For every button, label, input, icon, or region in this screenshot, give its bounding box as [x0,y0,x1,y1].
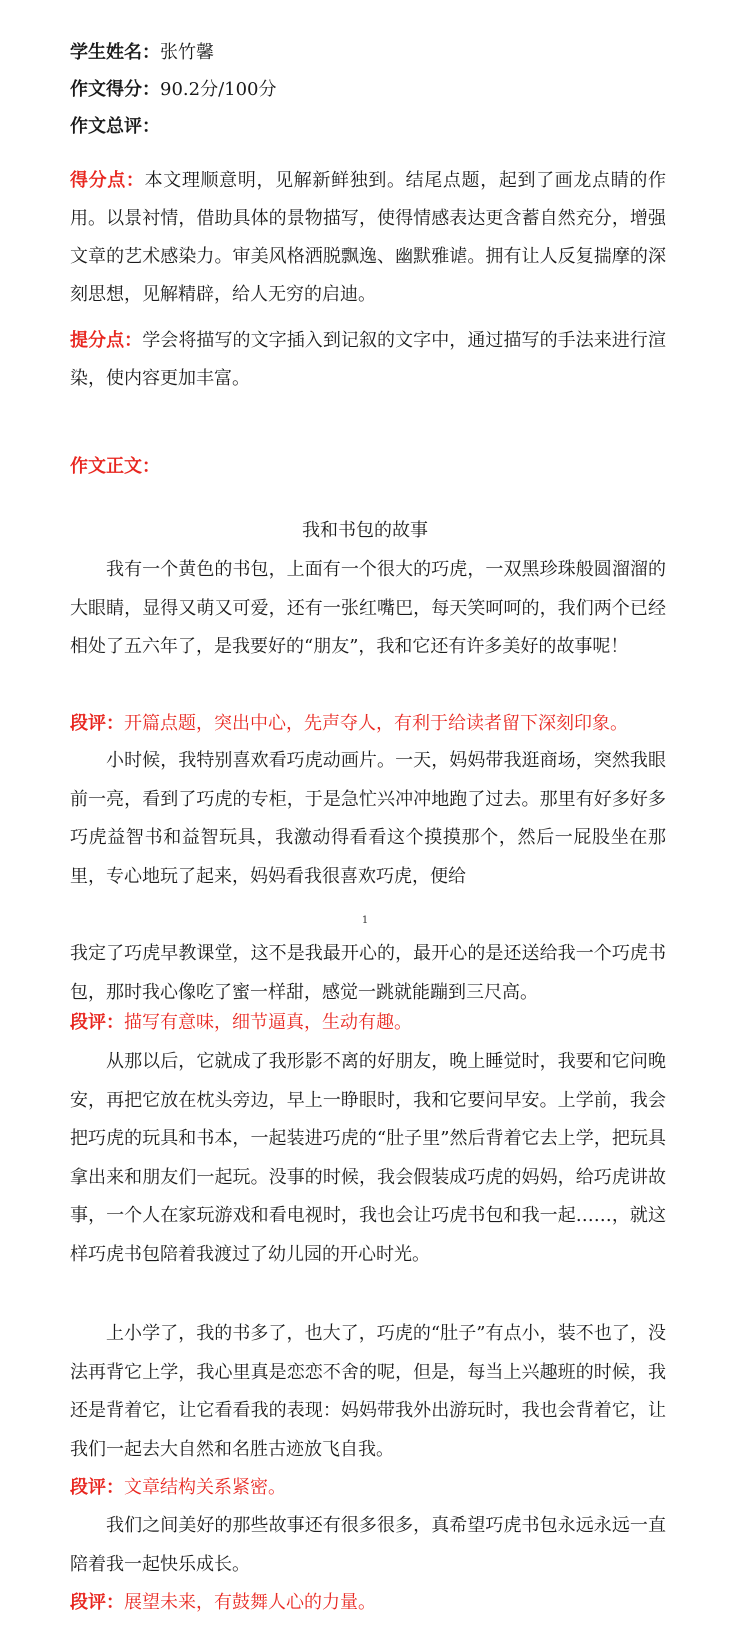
comment-1-text: 开篇点题，突出中心，先声夺人，有利于给读者留下深刻印象。 [124,713,628,734]
score-row [70,78,277,102]
essay-paragraph-4: 上小学了，我的书多了，也大了，巧虎的“肚子”有点小，装不也了，没法再背它上学，我心里真是恋恋不舍的呢，但是，每当上兴趣班的时候，我还是背着它，让它看看我的表现：妈妈带我外出游玩时，我也会背着它，让我们一起去大自然和名胜古迹放飞自我。 [70,1323,666,1460]
improvement-points [70,322,666,398]
score-label: 作文得分： [70,79,160,100]
page-number: 1 [361,915,369,926]
essay-paragraph-2b: 我定了巧虎早教课堂，这不是我最开心的，最开心的是还送给我一个巧虎书包，那时我心像吃了蜜一样甜，感觉一跳就能蹦到三尺高。 [70,943,666,1003]
scoring-points [70,162,666,314]
essay-paragraph-3: 从那以后，它就成了我形影不离的好朋友，晚上睡觉时，我要和它问晚安，再把它放在枕头旁边，早上一睁眼时，我和它要问早安。上学前，我会把巧虎的玩具和书本，一起装进巧虎的“肚子里”然后背着它去上学，把玩具拿出来和朋友们一起玩。没事的时候，我会假装成巧虎的妈妈，给巧虎讲故事，一个人在家玩游戏和看电视时，我也会让巧虎书包和我一起……，就这样巧虎书包陪着我渡过了幼儿园的开心时光。 [70,1051,666,1265]
review-row [70,115,160,139]
scoring-points-label: 得分点： [70,170,145,191]
score-value: 90.2分/100分 [160,79,277,100]
comment-3-label: 段评： [70,1477,124,1498]
scoring-points-text: 本文理顺意明，见解新鲜独到。结尾点题，起到了画龙点睛的作用。以景衬情，借助具体的景物描写，使得情感表达更含蓄自然充分，增强文章的艺术感染力。审美风格洒脱飘逸、幽默雅谑。拥有让人反复揣摩的深刻思想，见解精辟，给人无穷的启迪。 [70,170,667,305]
student-name-label: 学生姓名： [70,42,160,63]
essay-section-label: 作文正文： [70,456,160,477]
essay-paragraph-5: 我们之间美好的那些故事还有很多很多，真希望巧虎书包永远永远一直陪着我一起快乐成长。 [70,1515,666,1575]
essay-paragraph-2a: 小时候，我特别喜欢看巧虎动画片。一天，妈妈带我逛商场，突然我眼前一亮，看到了巧虎的专柜，于是急忙兴冲冲地跑了过去。那里有好多好多巧虎益智书和益智玩具，我激动得看看这个摸摸那个，然后一屁股坐在那里，专心地玩了起来，妈妈看我很喜欢巧虎，便给 [70,750,666,887]
student-name-row [70,41,214,65]
improvement-points-label: 提分点： [70,330,143,351]
paragraph-comment-1 [70,712,628,736]
essay-paragraph-1: 我有一个黄色的书包，上面有一个很大的巧虎，一双黑珍珠般圆溜溜的大眼睛，显得又萌又可爱，还有一张红嘴巴，每天笑呵呵的，我们两个已经相处了五六年了，是我要好的“朋友”，我和它还有许多美好的故事呢！ [70,559,666,657]
comment-2-label: 段评： [70,1012,124,1033]
comment-3-text: 文章结构关系紧密。 [124,1477,286,1498]
improvement-points-text: 学会将描写的文字插入到记叙的文字中，通过描写的手法来进行渲染，使内容更加丰富。 [70,330,666,389]
comment-1-label: 段评： [70,713,124,734]
essay-section-label-row [70,455,160,479]
review-label: 作文总评： [70,116,160,137]
comment-4-label: 段评： [70,1592,124,1613]
paragraph-comment-2 [70,1011,412,1035]
paragraph-comment-4 [70,1591,376,1615]
paragraph-comment-3 [70,1476,286,1500]
comment-4-text: 展望未来，有鼓舞人心的力量。 [124,1592,376,1613]
student-name-value: 张竹馨 [160,42,214,63]
essay-title: 我和书包的故事 [302,520,428,541]
comment-2-text: 描写有意味，细节逼真，生动有趣。 [124,1012,412,1033]
